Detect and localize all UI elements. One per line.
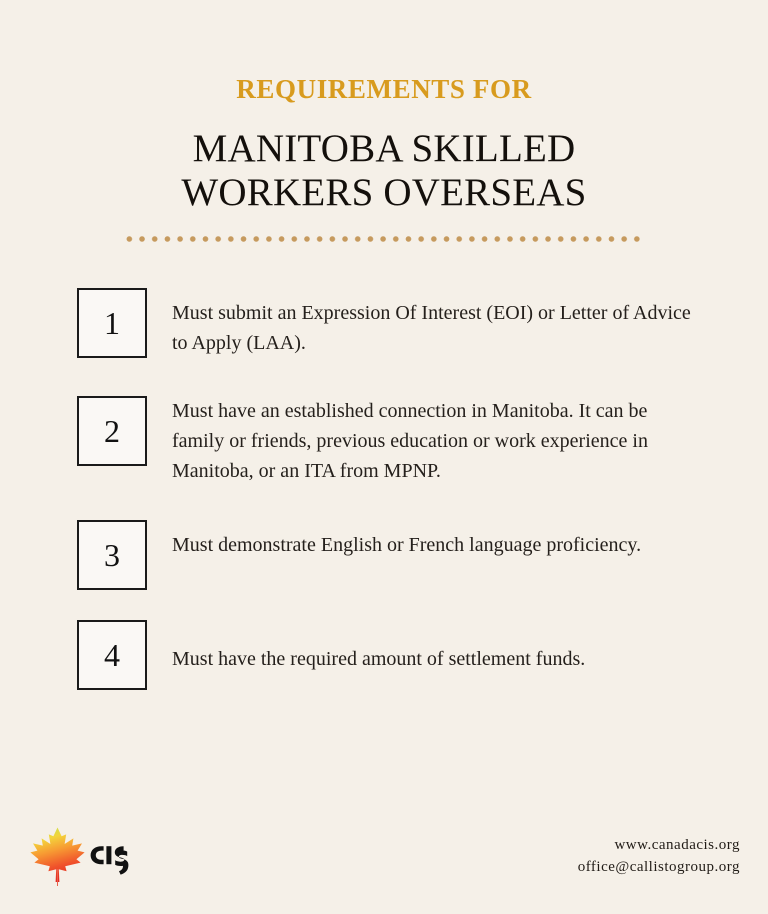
page-header bbox=[0, 0, 768, 214]
requirement-number-box: 2 bbox=[77, 396, 147, 466]
list-item bbox=[77, 288, 710, 358]
dotted-divider bbox=[123, 236, 645, 242]
requirement-number-box: 1 bbox=[77, 288, 147, 358]
page-title bbox=[0, 127, 768, 214]
requirement-text: Must submit an Expression Of Interest (EOI) or Letter of Advice to Apply (LAA). bbox=[172, 302, 691, 355]
brand-logo bbox=[30, 825, 137, 887]
contact-info bbox=[578, 834, 740, 878]
cis-wordmark-icon bbox=[85, 836, 137, 876]
requirement-text: Must have the required amount of settlement funds. bbox=[172, 648, 586, 671]
page-title-line-2: WORKERS OVERSEAS bbox=[181, 170, 587, 214]
email-text: office@callistogroup.org bbox=[577, 859, 740, 875]
requirement-text: Must have an established connection in Manitoba. It can be family or friends, previous education or work experience in Manitoba, or an ITA from MPNP. bbox=[172, 400, 648, 483]
list-item bbox=[77, 520, 710, 590]
page-footer bbox=[0, 820, 768, 892]
requirement-text: Must demonstrate English or French language proficiency. bbox=[172, 534, 642, 557]
maple-leaf-icon bbox=[30, 825, 86, 887]
page-title-line-1: MANITOBA SKILLED bbox=[192, 127, 576, 171]
requirements-list bbox=[0, 288, 768, 690]
divider-container bbox=[0, 236, 768, 242]
requirement-number-box: 4 bbox=[77, 620, 147, 690]
eyebrow-heading: REQUIREMENTS FOR bbox=[236, 74, 532, 104]
list-item bbox=[77, 620, 710, 690]
requirement-number-box: 3 bbox=[77, 520, 147, 590]
website-text: www.canadacis.org bbox=[614, 837, 740, 853]
list-item bbox=[77, 396, 710, 486]
